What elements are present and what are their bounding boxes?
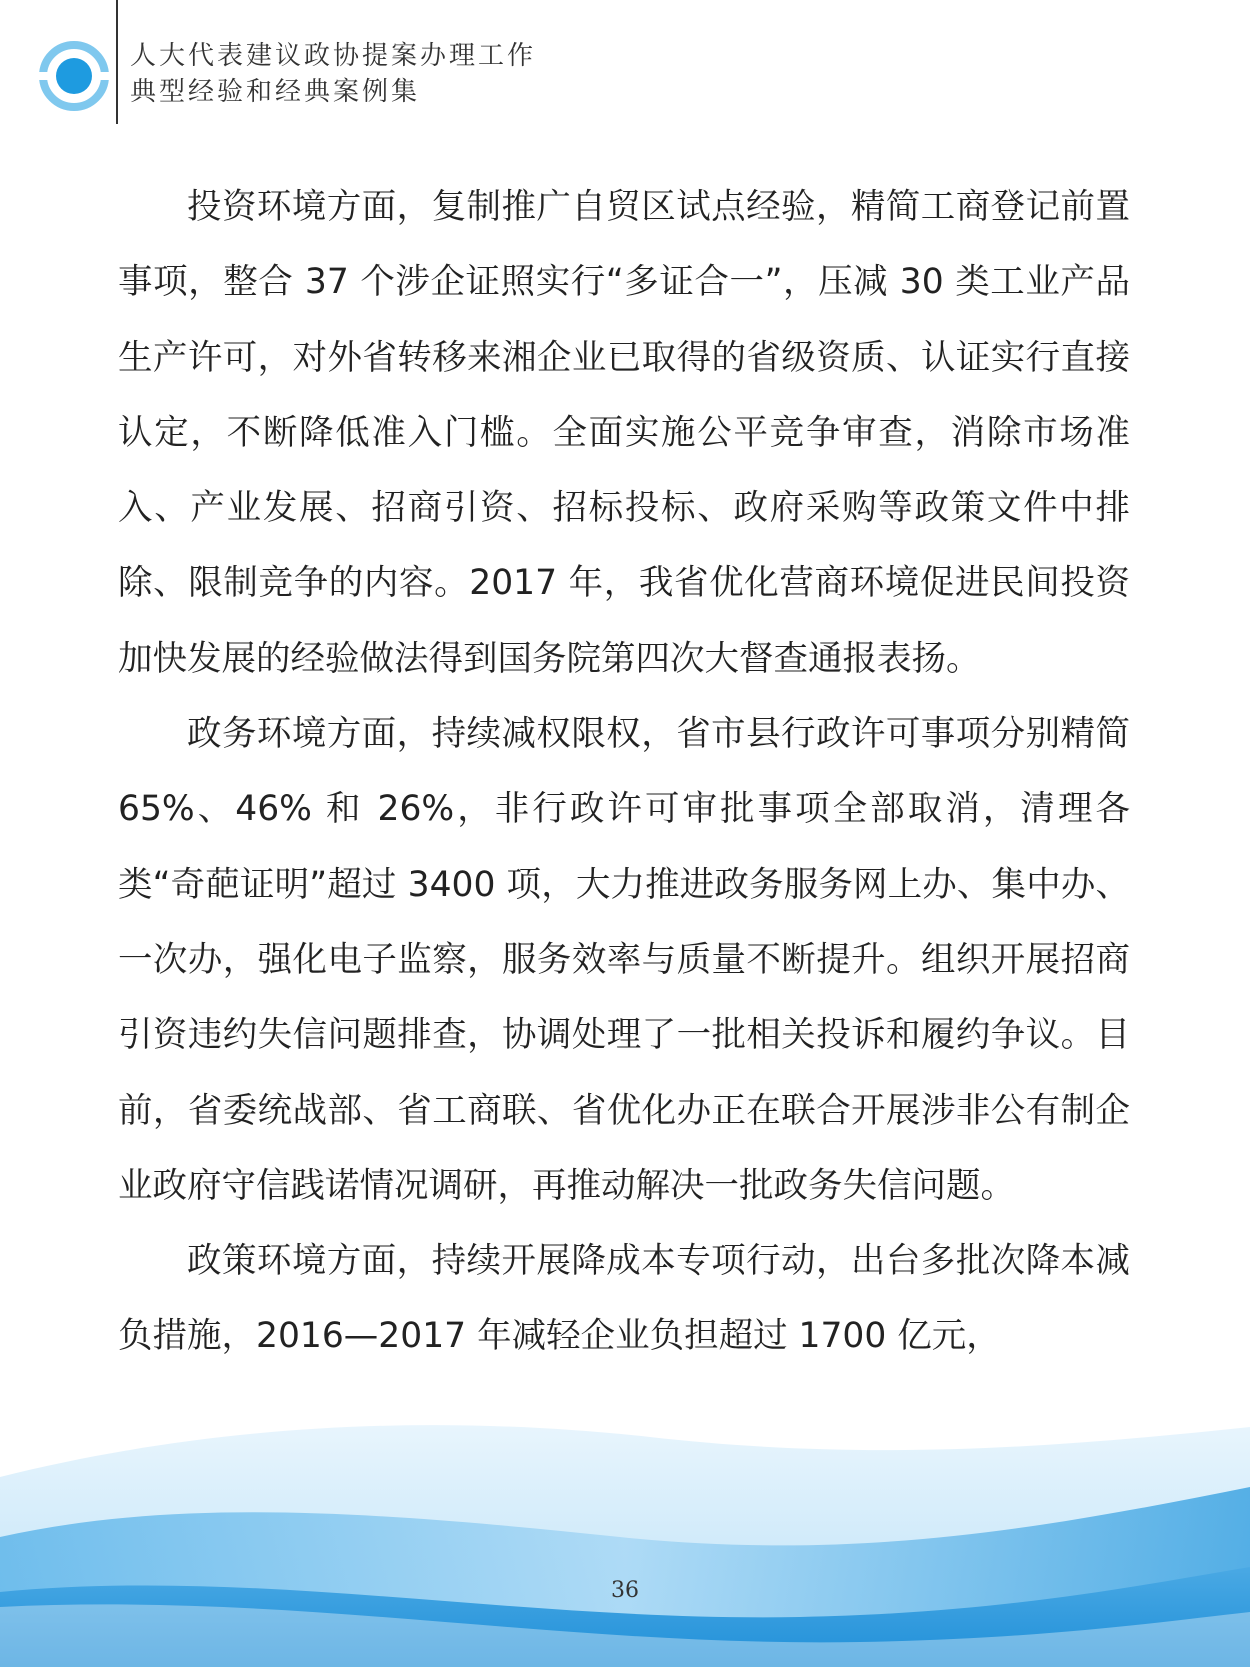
page-number: 36 — [611, 1578, 639, 1603]
body-text — [118, 170, 1130, 1375]
logo-icon — [38, 40, 110, 112]
paragraph: 政策环境方面，持续开展降成本专项行动，出台多批次降本减负措施，2016—2017 年减轻企业负担超过 1700 亿元， — [118, 1241, 1130, 1357]
header-divider — [116, 0, 118, 124]
paragraph: 政务环境方面，持续减权限权，省市县行政许可事项分别精简 65%、46% 和 26%，非行政许可审批事项全部取消，清理各类“奇葩证明”超过 3400 项，大力推进政务服务网上办、集中办、一次办，强化电子监察，服务效率与质量不断提升。组织开展招商引资违约失信问题排查，协调处理了一批相关投诉和履约争议。目前，省委统战部、省工商联、省优化办正在联合开展涉非公有制企业政府守信践诺情况调研，再推动解决一批政务失信问题。 — [118, 714, 1130, 1206]
paragraph: 投资环境方面，复制推广自贸区试点经验，精简工商登记前置事项，整合 37 个涉企证照实行“多证合一”，压减 30 类工业产品生产许可，对外省转移来湘企业已取得的省级资质、认证实行直接认定，不断降低准入门槛。全面实施公平竞争审查，消除市场准入、产业发展、招商引资、招标投标、政府采购等政策文件中排除、限制竞争的内容。2017 年，我省优化营商环境促进民间投资加快发展的经验做法得到国务院第四次大督查通报表扬。 — [118, 187, 1130, 679]
page-header — [0, 0, 1250, 125]
header-title-line2: 典型经验和经典案例集 — [130, 77, 421, 107]
header-title — [130, 38, 536, 110]
header-title-line1: 人大代表建议政协提案办理工作 — [130, 41, 537, 71]
decorative-wave — [0, 1417, 1250, 1667]
